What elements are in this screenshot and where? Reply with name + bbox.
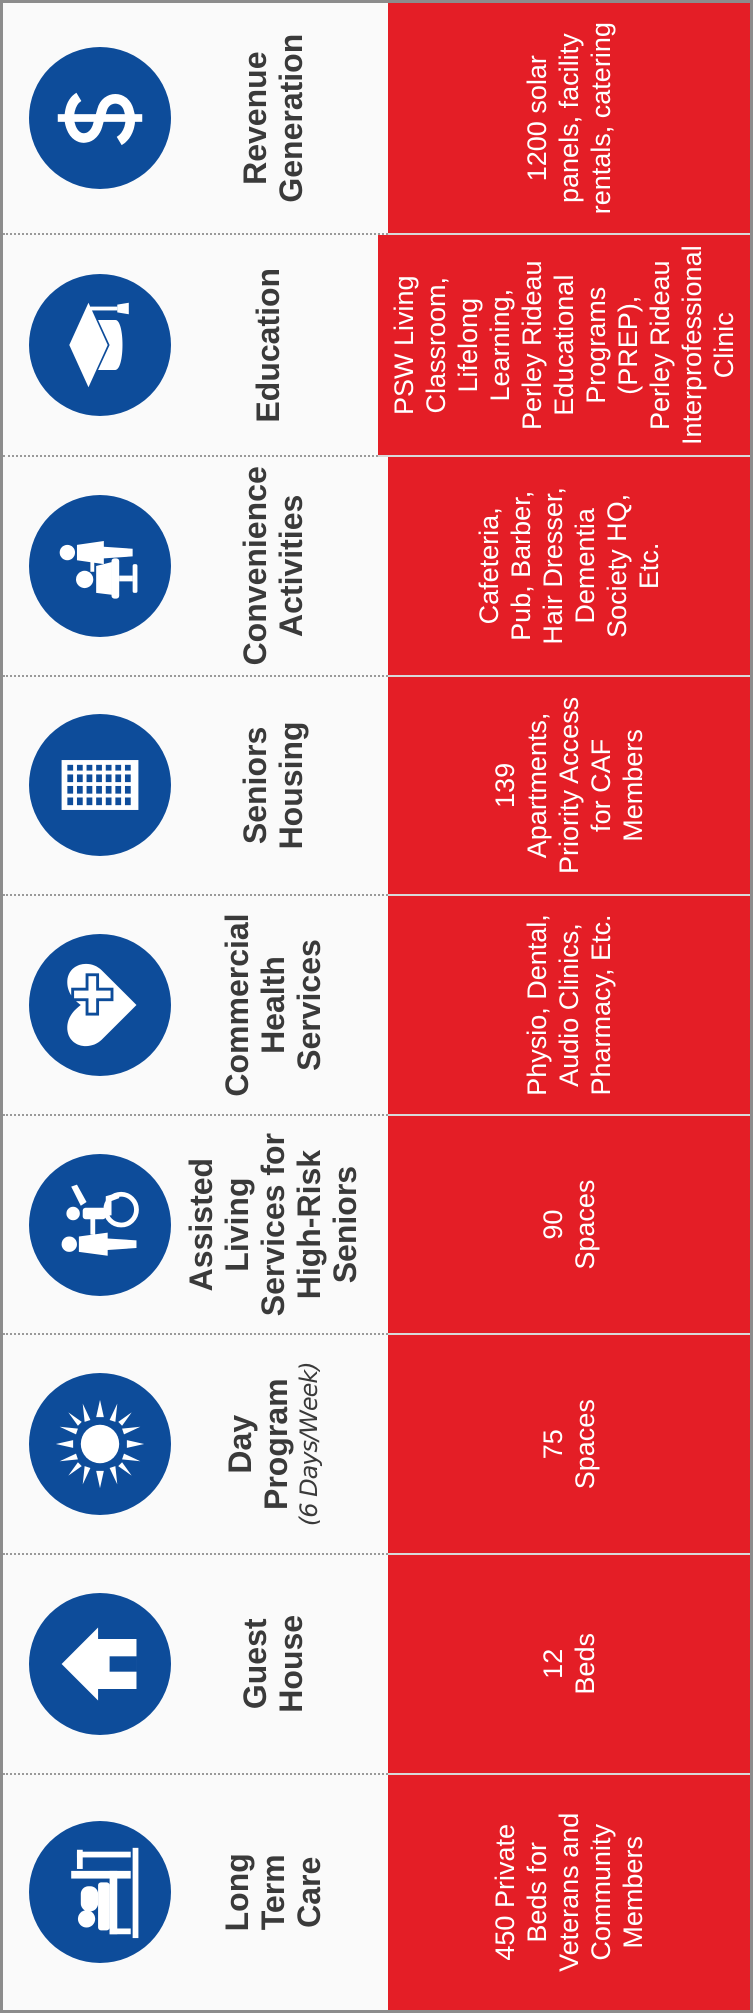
service-title: Convenience Activities [236,466,309,666]
service-detail: Cafeteria, Pub, Barber, Hair Dresser, Dementia Society HQ, Etc. [474,487,664,645]
graduation-cap-icon [29,274,171,416]
service-title: Guest House [236,1614,309,1713]
service-title-area [171,1116,388,1334]
service-column-convenience-activities [3,457,750,677]
service-title: Commercial Health Services [218,913,327,1097]
heart-plus-icon [29,934,171,1076]
service-detail: 450 Private Beds for Veterans and Community Members [490,1812,648,1972]
service-detail: Physio, Dental, Audio Clinics, Pharmacy, Etc. [522,914,616,1096]
service-title-area [171,458,388,673]
assisted-living-icon [29,1154,171,1296]
service-detail-panel [388,3,750,235]
service-title-area [171,1845,388,1939]
service-subtitle: (6 Days/Week) [294,1362,323,1527]
service-title-area [171,713,388,857]
service-detail-panel [388,457,750,677]
service-detail: 90 Spaces [538,1179,600,1270]
service-column-revenue-generation [3,3,750,235]
service-detail: PSW Living Classroom, Lifelong Learning, Perley Rideau Educational Programs (PREP), Perley Rideau Interprofessional Clinic [389,245,739,446]
service-header [3,1335,388,1555]
service-detail-panel [388,1555,750,1775]
service-detail: 12 Beds [538,1633,600,1695]
service-header [3,1775,388,2010]
service-column-long-term-care [3,1775,750,2010]
service-title: Revenue Generation [236,33,309,203]
service-column-guest-house [3,1555,750,1775]
service-title-area [171,1354,388,1534]
service-column-day-program [3,1335,750,1555]
service-title: Long Term Care [218,1853,327,1932]
service-header [3,677,388,897]
sun-icon [29,1373,171,1515]
service-title: Education [249,267,286,423]
apartment-building-icon [29,714,171,856]
barber-chair-icon [29,495,171,637]
service-header [3,235,378,457]
service-title-area [171,905,388,1104]
service-title-area [171,26,388,211]
service-detail-panel [388,896,750,1116]
service-detail-panel [388,677,750,897]
service-title-area [171,260,378,431]
service-header [3,896,388,1116]
service-column-assisted-living [3,1116,750,1336]
service-detail-panel [388,1335,750,1555]
service-column-education [3,235,750,457]
service-title: Day Program [221,1378,294,1511]
service-title-area [171,1607,388,1721]
service-header [3,3,388,235]
service-header [3,1555,388,1775]
service-detail-panel [378,235,750,457]
service-title: Assisted Living Services for High-Risk Seniors [182,1133,363,1317]
service-header [3,457,388,677]
house-icon [29,1593,171,1735]
service-detail: 139 Apartments, Priority Access for CAF Members [490,696,648,874]
service-detail: 1200 solar panels, facility rentals, catering [522,22,616,215]
service-header [3,1116,388,1336]
service-title: Seniors Housing [236,721,309,850]
service-detail-panel [388,1116,750,1336]
service-detail: 75 Spaces [538,1399,600,1490]
service-column-seniors-housing [3,677,750,897]
dollar-sign-icon [29,47,171,189]
care-bed-icon [29,1821,171,1963]
service-detail-panel [388,1775,750,2010]
service-column-commercial-health [3,896,750,1116]
